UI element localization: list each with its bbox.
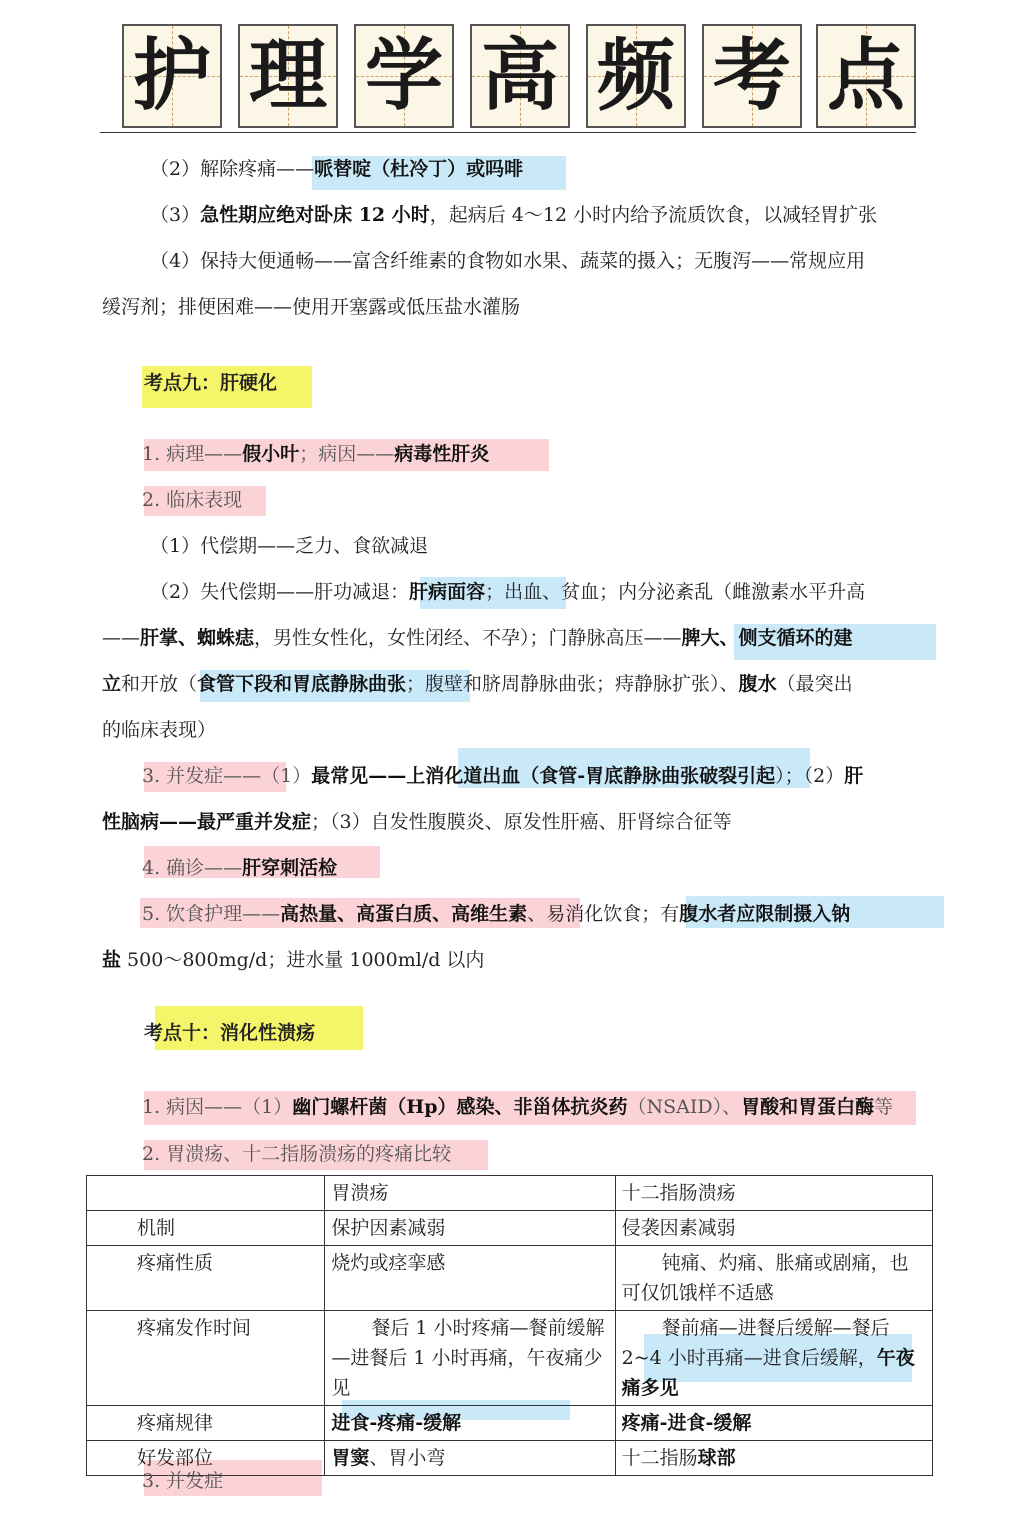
title-char: 点	[816, 24, 916, 128]
paragraph: 立和开放（食管下段和胃底静脉曲张；腹壁和脐周静脉曲张；痔静脉扩张）、腹水（最突出	[102, 673, 853, 695]
paragraph: 的临床表现）	[102, 719, 217, 741]
title-divider	[100, 132, 916, 133]
title-char: 考	[702, 24, 802, 128]
table-cell: 十二指肠溃疡	[615, 1176, 932, 1211]
title-char: 理	[238, 24, 338, 128]
table-cell: 进食-疼痛-缓解	[325, 1406, 615, 1441]
table-cell: 烧灼或痉挛感	[325, 1246, 615, 1311]
table-cell: 侵袭因素减弱	[615, 1211, 932, 1246]
table-cell: 保护因素减弱	[325, 1211, 615, 1246]
comparison-table	[86, 1175, 933, 1476]
title-char: 频	[586, 24, 686, 128]
title-char: 护	[122, 24, 222, 128]
table-row	[87, 1406, 933, 1441]
paragraph: 3. 并发症——（1）最常见——上消化道出血（食管-胃底静脉曲张破裂引起）；（2）肝	[142, 765, 864, 787]
paragraph: （2）失代偿期——肝功减退：肝病面容；出血、贫血；内分泌紊乱（雌激素水平升高	[150, 581, 866, 603]
paragraph: 1. 病因——（1）幽门螺杆菌（Hp）感染、非甾体抗炎药（NSAID）、胃酸和胃蛋白酶等	[142, 1096, 894, 1118]
table-header-row	[87, 1176, 933, 1211]
title-char: 学	[354, 24, 454, 128]
title-char: 高	[470, 24, 570, 128]
paragraph: （2）解除疼痛——哌替啶（杜冷丁）或吗啡	[150, 158, 524, 180]
section-heading: 考点九：肝硬化	[144, 372, 278, 394]
paragraph: （4）保持大便通畅——富含纤维素的食物如水果、蔬菜的摄入；无腹泻——常规应用	[150, 250, 866, 272]
paragraph: （3）急性期应绝对卧床 12 小时，起病后 4～12 小时内给予流质饮食，以减轻胃扩张	[150, 204, 878, 226]
paragraph: ——肝掌、蜘蛛痣，男性女性化，女性闭经、不孕）；门静脉高压——脾大、侧支循环的建	[102, 627, 853, 649]
section-heading: 考点十：消化性溃疡	[144, 1022, 316, 1044]
table-cell: 胃窦、胃小弯	[325, 1441, 615, 1476]
table-cell	[87, 1176, 325, 1211]
table-row	[87, 1246, 933, 1311]
paragraph: 1. 病理——假小叶；病因——病毒性肝炎	[142, 443, 490, 465]
paragraph: 缓泻剂；排便困难——使用开塞露或低压盐水灌肠	[102, 296, 521, 318]
table-cell: 餐后 1 小时疼痛—餐前缓解—进餐后 1 小时再痛，午夜痛少见	[325, 1311, 615, 1406]
table-cell: 疼痛性质	[87, 1246, 325, 1311]
paragraph: 性脑病——最严重并发症；（3）自发性腹膜炎、原发性肝癌、肝肾综合征等	[102, 811, 732, 833]
table-cell: 十二指肠球部	[615, 1441, 932, 1476]
table-cell: 钝痛、灼痛、胀痛或剧痛，也可仅饥饿样不适感	[615, 1246, 932, 1311]
paragraph: 5. 饮食护理——高热量、高蛋白质、高维生素、易消化饮食；有腹水者应限制摄入钠	[142, 903, 851, 925]
table-cell: 机制	[87, 1211, 325, 1246]
table-cell: 疼痛发作时间	[87, 1311, 325, 1406]
paragraph: 2. 临床表现	[142, 489, 243, 511]
table-row	[87, 1311, 933, 1406]
paragraph: （1）代偿期——乏力、食欲减退	[150, 535, 429, 557]
paragraph: 2. 胃溃疡、十二指肠溃疡的疼痛比较	[142, 1143, 452, 1165]
table-cell: 疼痛规律	[87, 1406, 325, 1441]
table-row	[87, 1211, 933, 1246]
paragraph: 盐 500～800mg/d；进水量 1000ml/d 以内	[102, 949, 485, 971]
table-cell: 餐前痛—进餐后缓解—餐后 2~4 小时再痛—进食后缓解，午夜痛多见	[615, 1311, 932, 1406]
table-cell: 好发部位	[87, 1441, 325, 1476]
table-cell: 胃溃疡	[325, 1176, 615, 1211]
paragraph: 3. 并发症	[142, 1470, 224, 1492]
table-cell: 疼痛-进食-缓解	[615, 1406, 932, 1441]
paragraph: 4. 确诊——肝穿刺活检	[142, 857, 338, 879]
